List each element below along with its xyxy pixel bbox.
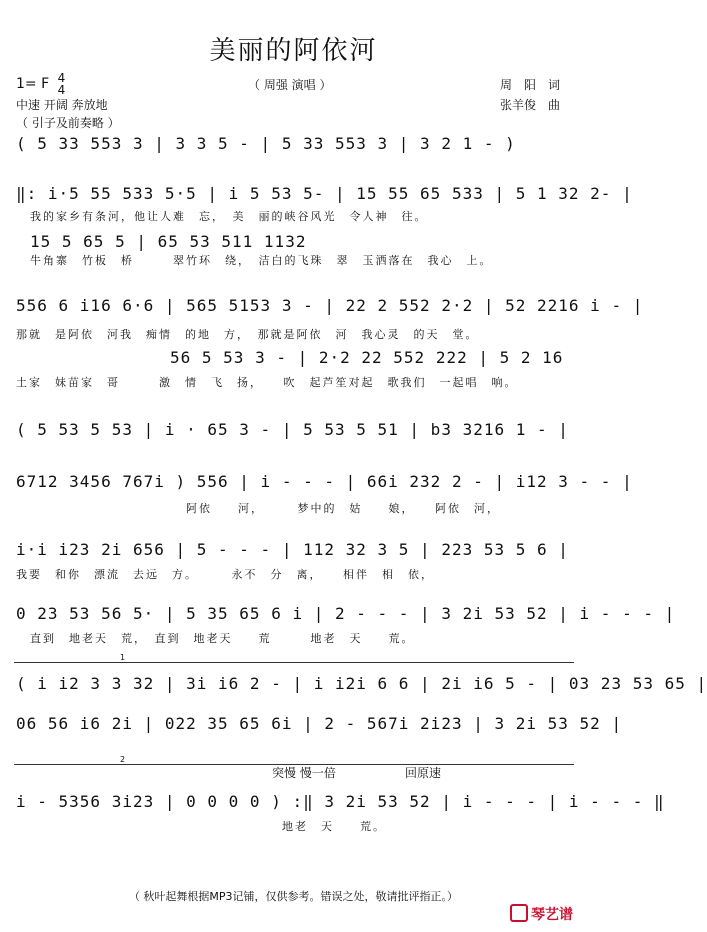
- composer-credit: 张羊俊 曲: [500, 98, 561, 112]
- time-top: 4: [57, 71, 66, 85]
- intro-note: （ 引子及前奏略 ）: [16, 116, 120, 130]
- page-title: 美丽的阿依河: [209, 36, 378, 66]
- score-row-8: i·i i23 2i 656 | 5 - - - | 112 32 3 5 | 223 53 5 6 |: [16, 540, 569, 559]
- score-row-4: 556 6 i16 6·6 | 565 5153 3 - | 22 2 552 2·2 | 52 2216 i - |: [16, 296, 644, 315]
- score-row-9: 0 23 53 56 5· | 5 35 65 6 i | 2 - - - | 3 2i 53 52 | i - - - |: [16, 604, 676, 623]
- score-row-7: 6712 3456 767i ) 556 | i - - - | 66i 232 2 - | i12 3 - - |: [16, 472, 633, 491]
- lyrics-row-9: 直到 地老天 荒， 直到 地老天 荒 地老 天 荒。: [30, 632, 415, 645]
- score-row-2: ‖: i·5 55 533 5·5 | i 5 53 5- | 15 55 65 533 | 5 1 32 2- |: [16, 184, 633, 203]
- time-signature: [58, 72, 66, 96]
- score-row-5: 56 5 53 3 - | 2·2 22 552 222 | 5 2 16: [170, 348, 564, 367]
- lyrics-row-5: 土家 妹苗家 哥 激 情 飞 扬， 吹 起芦笙对起 歌我们 一起唱 响。: [16, 376, 518, 389]
- score-row-1: ( 5 33 553 3 | 3 3 5 - | 5 33 553 3 | 3 2 1 - ): [16, 134, 516, 153]
- lyricist-credit: 周 阳 词: [500, 78, 561, 92]
- lyrics-row-4: 那就 是阿依 河我 痴情 的地 方， 那就是阿依 河 我心灵 的天 堂。: [16, 328, 479, 341]
- score-row-12: i - 5356 3i23 | 0 0 0 0 ) :‖ 3 2i 53 52 | i - - - | i - - - ‖: [16, 792, 665, 811]
- lyrics-row-7: 阿依 河， 梦中的 姑 娘， 阿依 河，: [186, 502, 500, 515]
- score-row-11: 06 56 i6 2i | 022 35 65 6i | 2 - 567i 2i23 | 3 2i 53 52 |: [16, 714, 623, 733]
- tempo-return-marking: 回原速: [405, 766, 442, 780]
- transcription-note: （ 秋叶起舞根据MP3记铺，仅供参考。错误之处，敬请批评指正。）: [128, 890, 459, 903]
- lyrics-row-3: 牛角寨 竹板 桥 翠竹环 绕， 洁白的飞珠 翠 玉洒落在 我心 上。: [30, 254, 493, 267]
- ending-1-label: 1: [120, 653, 126, 662]
- key-signature: [16, 72, 65, 96]
- tempo-slow-marking: 突慢 慢一倍: [272, 766, 336, 780]
- lyrics-row-12: 地老 天 荒。: [282, 820, 386, 833]
- brand-text: 琴艺谱: [531, 907, 573, 923]
- score-row-6: ( 5 53 5 53 | i · 65 3 - | 5 53 5 51 | b3 3216 1 - |: [16, 420, 569, 439]
- tempo-marking: 中速 开阔 奔放地: [16, 98, 108, 112]
- brand-logo: [510, 904, 573, 924]
- brand-icon: [510, 904, 528, 922]
- lyrics-row-8: 我要 和你 漂流 去远 方。 永不 分 离， 相伴 相 依，: [16, 568, 434, 581]
- key-label: 1= F: [16, 76, 50, 92]
- ending-2-label: 2: [120, 755, 126, 764]
- time-bottom: 4: [57, 83, 66, 97]
- score-row-10: ( i i2 3 3 32 | 3i i6 2 - | i i2i 6 6 | 2i i6 5 - | 03 23 53 65 |: [16, 674, 707, 693]
- singer-credit: （ 周强 演唱 ）: [248, 78, 332, 92]
- score-row-3: 15 5 65 5 | 65 53 511 1132: [30, 232, 307, 251]
- lyrics-row-2: 我的家乡有条河，他让人难 忘， 美 丽的峡谷风光 令人神 往。: [30, 210, 428, 223]
- ending-bracket-1: [14, 662, 574, 663]
